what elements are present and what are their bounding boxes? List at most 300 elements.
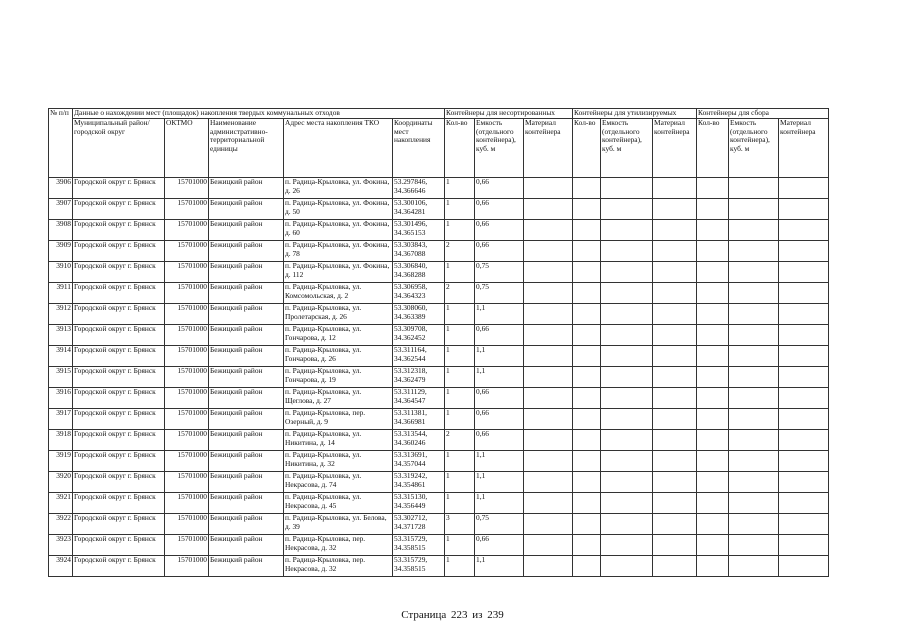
cell-municipal: Городской округ г. Брянск xyxy=(73,409,165,430)
cell-bulk-count xyxy=(697,304,729,325)
cell-municipal: Городской округ г. Брянск xyxy=(73,220,165,241)
cell-admin-unit: Бежицкий район xyxy=(209,325,284,346)
cell-address: п. Радица-Крыловка, пер. Озерный, д. 9 xyxy=(284,409,393,430)
cell-row-number: 3907 xyxy=(49,199,73,220)
cell-address: п. Радица-Крыловка, ул. Некрасова, д. 45 xyxy=(284,493,393,514)
cell-row-number: 3906 xyxy=(49,178,73,199)
cell-mixed-count: 1 xyxy=(445,409,475,430)
cell-bulk-count xyxy=(697,220,729,241)
cell-bulk-capacity xyxy=(729,388,779,409)
header-bulk-capacity: Емкость (отдельного контейнера), куб. м xyxy=(729,119,779,178)
header-group-bulk: Контейнеры для сбора xyxy=(697,109,829,119)
cell-mixed-capacity: 1,1 xyxy=(475,556,524,577)
cell-bulk-capacity xyxy=(729,472,779,493)
cell-oktmo: 15701000 xyxy=(165,367,209,388)
cell-mixed-material xyxy=(524,325,573,346)
header-bulk-material: Материал контейнера xyxy=(779,119,829,178)
cell-recycle-material xyxy=(653,556,697,577)
cell-coordinates: 53.311164, 34.362544 xyxy=(393,346,445,367)
cell-bulk-capacity xyxy=(729,220,779,241)
cell-recycle-count xyxy=(573,325,601,346)
cell-mixed-capacity: 0,75 xyxy=(475,262,524,283)
cell-mixed-count: 3 xyxy=(445,514,475,535)
cell-mixed-capacity: 1,1 xyxy=(475,304,524,325)
cell-mixed-material xyxy=(524,367,573,388)
cell-mixed-material xyxy=(524,241,573,262)
cell-coordinates: 53.300106, 34.364281 xyxy=(393,199,445,220)
cell-recycle-count xyxy=(573,199,601,220)
cell-bulk-material xyxy=(779,262,829,283)
cell-coordinates: 53.297846, 34.366646 xyxy=(393,178,445,199)
cell-address: п. Радица-Крыловка, ул. Фокина, д. 60 xyxy=(284,220,393,241)
cell-coordinates: 53.319242, 34.354861 xyxy=(393,472,445,493)
header-group-mixed: Контейнеры для несортированных xyxy=(445,109,573,119)
header-recycle-count: Кол-во xyxy=(573,119,601,178)
cell-recycle-material xyxy=(653,388,697,409)
cell-recycle-material xyxy=(653,535,697,556)
cell-admin-unit: Бежицкий район xyxy=(209,283,284,304)
cell-bulk-capacity xyxy=(729,451,779,472)
cell-address: п. Радица-Крыловка, пер. Некрасова, д. 32 xyxy=(284,556,393,577)
table-row xyxy=(49,493,829,514)
cell-mixed-count: 1 xyxy=(445,304,475,325)
cell-bulk-count xyxy=(697,388,729,409)
cell-bulk-material xyxy=(779,367,829,388)
cell-coordinates: 53.315130, 34.356449 xyxy=(393,493,445,514)
header-coordinates: Координаты мест накопления xyxy=(393,119,445,178)
cell-municipal: Городской округ г. Брянск xyxy=(73,388,165,409)
cell-oktmo: 15701000 xyxy=(165,556,209,577)
cell-mixed-capacity: 0,75 xyxy=(475,514,524,535)
cell-bulk-count xyxy=(697,346,729,367)
cell-recycle-material xyxy=(653,409,697,430)
cell-bulk-capacity xyxy=(729,283,779,304)
cell-mixed-count: 1 xyxy=(445,178,475,199)
cell-recycle-capacity xyxy=(601,409,653,430)
cell-admin-unit: Бежицкий район xyxy=(209,262,284,283)
cell-bulk-count xyxy=(697,409,729,430)
cell-admin-unit: Бежицкий район xyxy=(209,178,284,199)
cell-coordinates: 53.311129, 34.364547 xyxy=(393,388,445,409)
cell-oktmo: 15701000 xyxy=(165,304,209,325)
cell-bulk-count xyxy=(697,325,729,346)
cell-municipal: Городской округ г. Брянск xyxy=(73,472,165,493)
cell-bulk-count xyxy=(697,178,729,199)
cell-bulk-material xyxy=(779,283,829,304)
cell-mixed-count: 1 xyxy=(445,220,475,241)
table-row xyxy=(49,241,829,262)
cell-recycle-capacity xyxy=(601,220,653,241)
table-row xyxy=(49,283,829,304)
cell-coordinates: 53.313544, 34.360246 xyxy=(393,430,445,451)
cell-bulk-capacity xyxy=(729,325,779,346)
cell-recycle-count xyxy=(573,262,601,283)
cell-recycle-material xyxy=(653,493,697,514)
cell-row-number: 3912 xyxy=(49,304,73,325)
cell-recycle-material xyxy=(653,241,697,262)
cell-oktmo: 15701000 xyxy=(165,262,209,283)
cell-mixed-count: 1 xyxy=(445,262,475,283)
cell-mixed-capacity: 0,66 xyxy=(475,388,524,409)
cell-address: п. Радица-Крыловка, ул. Фокина, д. 50 xyxy=(284,199,393,220)
header-municipal: Муниципальный район/городской округ xyxy=(73,119,165,178)
table-row xyxy=(49,304,829,325)
cell-municipal: Городской округ г. Брянск xyxy=(73,493,165,514)
cell-recycle-count xyxy=(573,220,601,241)
header-bulk-count: Кол-во xyxy=(697,119,729,178)
cell-admin-unit: Бежицкий район xyxy=(209,367,284,388)
cell-recycle-count xyxy=(573,178,601,199)
cell-bulk-count xyxy=(697,451,729,472)
cell-coordinates: 53.302712, 34.371728 xyxy=(393,514,445,535)
cell-municipal: Городской округ г. Брянск xyxy=(73,178,165,199)
cell-row-number: 3910 xyxy=(49,262,73,283)
cell-recycle-capacity xyxy=(601,514,653,535)
cell-municipal: Городской округ г. Брянск xyxy=(73,262,165,283)
cell-admin-unit: Бежицкий район xyxy=(209,220,284,241)
cell-bulk-material xyxy=(779,220,829,241)
cell-recycle-count xyxy=(573,535,601,556)
cell-mixed-count: 1 xyxy=(445,493,475,514)
cell-row-number: 3924 xyxy=(49,556,73,577)
cell-mixed-capacity: 0,66 xyxy=(475,409,524,430)
cell-oktmo: 15701000 xyxy=(165,220,209,241)
cell-row-number: 3923 xyxy=(49,535,73,556)
cell-mixed-count: 1 xyxy=(445,388,475,409)
page-word: Страница xyxy=(401,609,447,621)
table-row xyxy=(49,199,829,220)
cell-bulk-material xyxy=(779,409,829,430)
cell-bulk-material xyxy=(779,472,829,493)
cell-mixed-count: 1 xyxy=(445,325,475,346)
cell-recycle-capacity xyxy=(601,325,653,346)
cell-bulk-count xyxy=(697,430,729,451)
cell-bulk-capacity xyxy=(729,178,779,199)
table-row xyxy=(49,178,829,199)
cell-coordinates: 53.301496, 34.365153 xyxy=(393,220,445,241)
page-total: 239 xyxy=(487,609,504,621)
cell-admin-unit: Бежицкий район xyxy=(209,304,284,325)
cell-bulk-count xyxy=(697,514,729,535)
cell-bulk-capacity xyxy=(729,262,779,283)
cell-coordinates: 53.313691, 34.357044 xyxy=(393,451,445,472)
cell-oktmo: 15701000 xyxy=(165,430,209,451)
cell-mixed-capacity: 0,66 xyxy=(475,325,524,346)
cell-admin-unit: Бежицкий район xyxy=(209,346,284,367)
cell-recycle-capacity xyxy=(601,346,653,367)
cell-bulk-count xyxy=(697,556,729,577)
cell-address: п. Радица-Крыловка, ул. Гончарова, д. 19 xyxy=(284,367,393,388)
cell-bulk-material xyxy=(779,388,829,409)
cell-bulk-material xyxy=(779,325,829,346)
cell-admin-unit: Бежицкий район xyxy=(209,493,284,514)
cell-mixed-capacity: 1,1 xyxy=(475,472,524,493)
cell-bulk-capacity xyxy=(729,199,779,220)
cell-bulk-count xyxy=(697,199,729,220)
cell-mixed-count: 1 xyxy=(445,451,475,472)
cell-mixed-material xyxy=(524,493,573,514)
cell-bulk-count xyxy=(697,283,729,304)
cell-admin-unit: Бежицкий район xyxy=(209,451,284,472)
cell-oktmo: 15701000 xyxy=(165,514,209,535)
cell-row-number: 3914 xyxy=(49,346,73,367)
cell-address: п. Радица-Крыловка, ул. Некрасова, д. 74 xyxy=(284,472,393,493)
cell-municipal: Городской округ г. Брянск xyxy=(73,367,165,388)
cell-coordinates: 53.315729, 34.358515 xyxy=(393,556,445,577)
cell-bulk-capacity xyxy=(729,430,779,451)
cell-recycle-capacity xyxy=(601,283,653,304)
cell-address: п. Радица-Крыловка, ул. Пролетарская, д. 26 xyxy=(284,304,393,325)
cell-municipal: Городской округ г. Брянск xyxy=(73,451,165,472)
cell-admin-unit: Бежицкий район xyxy=(209,199,284,220)
cell-bulk-material xyxy=(779,430,829,451)
cell-recycle-count xyxy=(573,451,601,472)
cell-address: п. Радица-Крыловка, ул. Никитина, д. 14 xyxy=(284,430,393,451)
cell-recycle-material xyxy=(653,325,697,346)
cell-mixed-material xyxy=(524,472,573,493)
cell-row-number: 3917 xyxy=(49,409,73,430)
cell-mixed-material xyxy=(524,262,573,283)
cell-oktmo: 15701000 xyxy=(165,472,209,493)
cell-admin-unit: Бежицкий район xyxy=(209,535,284,556)
cell-recycle-capacity xyxy=(601,178,653,199)
table-row xyxy=(49,409,829,430)
table-row xyxy=(49,556,829,577)
header-recycle-capacity: Емкость (отдельного контейнера), куб. м xyxy=(601,119,653,178)
cell-row-number: 3913 xyxy=(49,325,73,346)
cell-recycle-count xyxy=(573,283,601,304)
cell-mixed-count: 1 xyxy=(445,535,475,556)
cell-mixed-count: 2 xyxy=(445,241,475,262)
header-recycle-material: Материал контейнера xyxy=(653,119,697,178)
cell-address: п. Радица-Крыловка, ул. Гончарова, д. 26 xyxy=(284,346,393,367)
cell-row-number: 3909 xyxy=(49,241,73,262)
cell-admin-unit: Бежицкий район xyxy=(209,409,284,430)
page-current: 223 xyxy=(451,609,468,621)
table-body xyxy=(49,178,829,577)
header-mixed-count: Кол-во xyxy=(445,119,475,178)
cell-oktmo: 15701000 xyxy=(165,451,209,472)
cell-mixed-material xyxy=(524,556,573,577)
cell-recycle-material xyxy=(653,472,697,493)
cell-bulk-material xyxy=(779,346,829,367)
cell-address: п. Радица-Крыловка, ул. Гончарова, д. 12 xyxy=(284,325,393,346)
cell-recycle-capacity xyxy=(601,262,653,283)
cell-coordinates: 53.311381, 34.366981 xyxy=(393,409,445,430)
header-group-location: Данные о нахождении мест (площадок) накопления твердых коммунальных отходов xyxy=(73,109,445,119)
cell-recycle-material xyxy=(653,451,697,472)
cell-address: п. Радица-Крыловка, ул. Фокина, д. 26 xyxy=(284,178,393,199)
cell-recycle-material xyxy=(653,283,697,304)
cell-bulk-capacity xyxy=(729,409,779,430)
table-row xyxy=(49,220,829,241)
cell-mixed-count: 2 xyxy=(445,283,475,304)
cell-recycle-material xyxy=(653,514,697,535)
cell-coordinates: 53.309708, 34.362452 xyxy=(393,325,445,346)
table-row xyxy=(49,388,829,409)
cell-oktmo: 15701000 xyxy=(165,535,209,556)
cell-admin-unit: Бежицкий район xyxy=(209,430,284,451)
cell-address: п. Радица-Крыловка, ул. Белова, д. 39 xyxy=(284,514,393,535)
cell-recycle-count xyxy=(573,514,601,535)
cell-row-number: 3915 xyxy=(49,367,73,388)
cell-mixed-material xyxy=(524,451,573,472)
cell-recycle-material xyxy=(653,304,697,325)
cell-bulk-count xyxy=(697,535,729,556)
cell-municipal: Городской округ г. Брянск xyxy=(73,325,165,346)
cell-recycle-capacity xyxy=(601,367,653,388)
cell-mixed-material xyxy=(524,304,573,325)
cell-recycle-capacity xyxy=(601,241,653,262)
cell-oktmo: 15701000 xyxy=(165,346,209,367)
cell-bulk-capacity xyxy=(729,514,779,535)
cell-mixed-material xyxy=(524,220,573,241)
cell-row-number: 3918 xyxy=(49,430,73,451)
cell-municipal: Городской округ г. Брянск xyxy=(73,556,165,577)
header-mixed-material: Материал контейнера xyxy=(524,119,573,178)
cell-recycle-material xyxy=(653,346,697,367)
table-row xyxy=(49,262,829,283)
cell-recycle-capacity xyxy=(601,304,653,325)
cell-bulk-material xyxy=(779,514,829,535)
cell-mixed-count: 1 xyxy=(445,556,475,577)
cell-bulk-capacity xyxy=(729,556,779,577)
table-row xyxy=(49,346,829,367)
page-of: из xyxy=(472,609,483,621)
cell-mixed-material xyxy=(524,388,573,409)
cell-municipal: Городской округ г. Брянск xyxy=(73,346,165,367)
cell-municipal: Городской округ г. Брянск xyxy=(73,514,165,535)
cell-mixed-material xyxy=(524,346,573,367)
table-row xyxy=(49,472,829,493)
cell-recycle-capacity xyxy=(601,430,653,451)
cell-address: п. Радица-Крыловка, ул. Щеглова, д. 27 xyxy=(284,388,393,409)
cell-address: п. Радица-Крыловка, ул. Комсомольская, д. 2 xyxy=(284,283,393,304)
cell-admin-unit: Бежицкий район xyxy=(209,514,284,535)
cell-recycle-count xyxy=(573,409,601,430)
cell-address: п. Радица-Крыловка, ул. Никитина, д. 32 xyxy=(284,451,393,472)
cell-recycle-count xyxy=(573,493,601,514)
cell-bulk-count xyxy=(697,262,729,283)
cell-recycle-capacity xyxy=(601,472,653,493)
cell-mixed-material xyxy=(524,514,573,535)
cell-municipal: Городской округ г. Брянск xyxy=(73,283,165,304)
cell-coordinates: 53.306958, 34.364323 xyxy=(393,283,445,304)
cell-recycle-capacity xyxy=(601,556,653,577)
cell-recycle-material xyxy=(653,367,697,388)
cell-mixed-capacity: 1,1 xyxy=(475,493,524,514)
cell-row-number: 3911 xyxy=(49,283,73,304)
cell-bulk-material xyxy=(779,199,829,220)
page-footer xyxy=(0,609,905,621)
cell-oktmo: 15701000 xyxy=(165,283,209,304)
cell-bulk-material xyxy=(779,451,829,472)
cell-bulk-capacity xyxy=(729,304,779,325)
cell-mixed-count: 1 xyxy=(445,346,475,367)
cell-recycle-material xyxy=(653,430,697,451)
cell-mixed-capacity: 0,66 xyxy=(475,199,524,220)
header-row-number: № п/п xyxy=(49,109,73,178)
cell-mixed-capacity: 0,66 xyxy=(475,220,524,241)
cell-municipal: Городской округ г. Брянск xyxy=(73,241,165,262)
cell-municipal: Городской округ г. Брянск xyxy=(73,199,165,220)
cell-bulk-material xyxy=(779,535,829,556)
cell-row-number: 3921 xyxy=(49,493,73,514)
cell-row-number: 3919 xyxy=(49,451,73,472)
cell-oktmo: 15701000 xyxy=(165,493,209,514)
cell-coordinates: 53.312318, 34.362479 xyxy=(393,367,445,388)
cell-municipal: Городской округ г. Брянск xyxy=(73,304,165,325)
cell-mixed-material xyxy=(524,430,573,451)
cell-address: п. Радица-Крыловка, ул. Фокина, д. 112 xyxy=(284,262,393,283)
cell-address: п. Радица-Крыловка, ул. Фокина, д. 78 xyxy=(284,241,393,262)
cell-mixed-count: 1 xyxy=(445,367,475,388)
cell-recycle-material xyxy=(653,220,697,241)
cell-mixed-count: 2 xyxy=(445,430,475,451)
cell-mixed-capacity: 0,66 xyxy=(475,241,524,262)
cell-recycle-material xyxy=(653,262,697,283)
cell-mixed-capacity: 0,75 xyxy=(475,283,524,304)
cell-recycle-count xyxy=(573,241,601,262)
cell-row-number: 3908 xyxy=(49,220,73,241)
cell-admin-unit: Бежицкий район xyxy=(209,388,284,409)
cell-bulk-count xyxy=(697,472,729,493)
cell-admin-unit: Бежицкий район xyxy=(209,241,284,262)
cell-recycle-count xyxy=(573,304,601,325)
cell-bulk-material xyxy=(779,178,829,199)
cell-oktmo: 15701000 xyxy=(165,388,209,409)
cell-mixed-capacity: 0,66 xyxy=(475,535,524,556)
cell-bulk-capacity xyxy=(729,493,779,514)
cell-coordinates: 53.308060, 34.363389 xyxy=(393,304,445,325)
cell-bulk-count xyxy=(697,241,729,262)
table-row xyxy=(49,535,829,556)
header-oktmo: ОКТМО xyxy=(165,119,209,178)
cell-municipal: Городской округ г. Брянск xyxy=(73,430,165,451)
cell-mixed-material xyxy=(524,535,573,556)
cell-coordinates: 53.315729, 34.358515 xyxy=(393,535,445,556)
cell-mixed-capacity: 1,1 xyxy=(475,346,524,367)
cell-bulk-count xyxy=(697,493,729,514)
cell-row-number: 3920 xyxy=(49,472,73,493)
cell-recycle-count xyxy=(573,346,601,367)
header-admin-unit: Наименование административно-территориальной единицы xyxy=(209,119,284,178)
cell-address: п. Радица-Крыловка, пер. Некрасова, д. 32 xyxy=(284,535,393,556)
cell-mixed-count: 1 xyxy=(445,199,475,220)
cell-oktmo: 15701000 xyxy=(165,178,209,199)
cell-recycle-count xyxy=(573,388,601,409)
cell-recycle-capacity xyxy=(601,535,653,556)
cell-bulk-material xyxy=(779,241,829,262)
cell-mixed-material xyxy=(524,283,573,304)
cell-recycle-material xyxy=(653,178,697,199)
cell-recycle-capacity xyxy=(601,199,653,220)
cell-admin-unit: Бежицкий район xyxy=(209,472,284,493)
cell-mixed-capacity: 0,66 xyxy=(475,178,524,199)
cell-coordinates: 53.303843, 34.367088 xyxy=(393,241,445,262)
cell-mixed-count: 1 xyxy=(445,472,475,493)
cell-bulk-count xyxy=(697,367,729,388)
cell-recycle-count xyxy=(573,472,601,493)
containers-table xyxy=(48,108,829,577)
cell-mixed-capacity: 1,1 xyxy=(475,451,524,472)
cell-recycle-count xyxy=(573,430,601,451)
cell-mixed-capacity: 0,66 xyxy=(475,430,524,451)
cell-bulk-capacity xyxy=(729,367,779,388)
header-mixed-capacity: Емкость (отдельного контейнера), куб. м xyxy=(475,119,524,178)
cell-bulk-capacity xyxy=(729,241,779,262)
cell-bulk-capacity xyxy=(729,535,779,556)
